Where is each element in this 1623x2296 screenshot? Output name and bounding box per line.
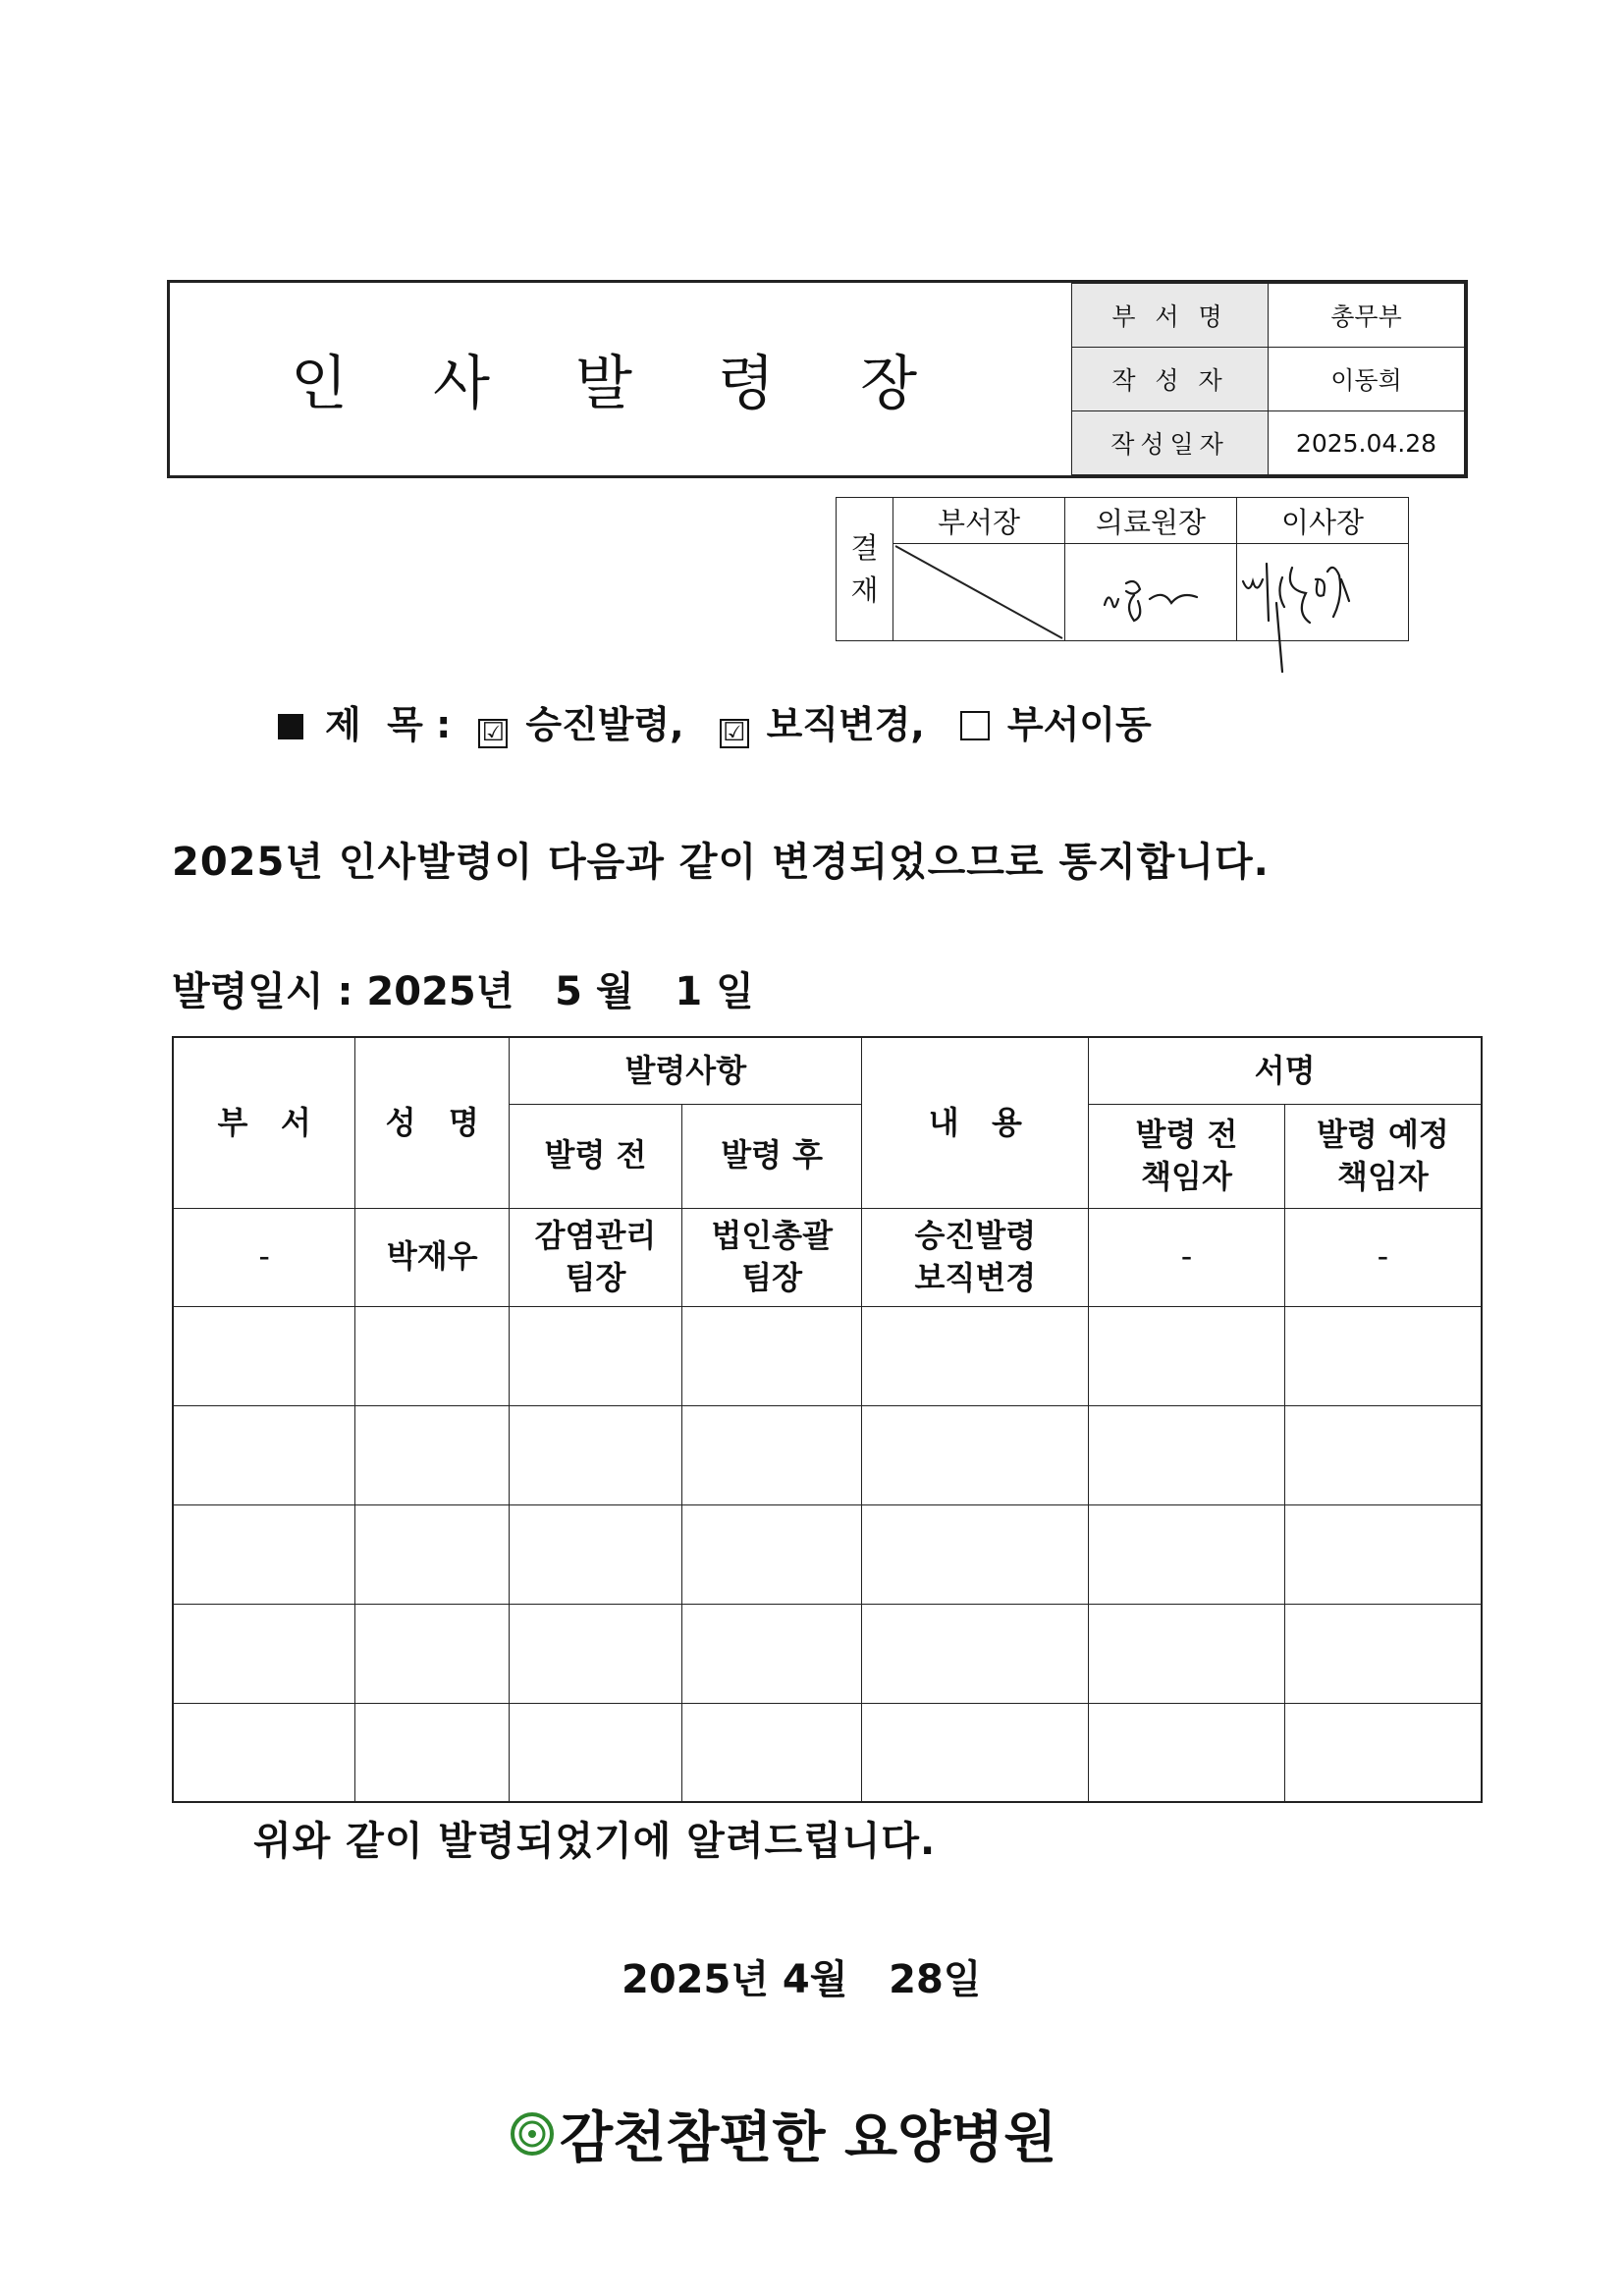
document-info-table xyxy=(1071,283,1465,475)
approval-role: 부서장 xyxy=(893,498,1065,544)
approval-role: 의료원장 xyxy=(1065,498,1237,544)
approval-slot-department-head xyxy=(893,544,1065,641)
header-appointment: 발령사항 xyxy=(510,1037,862,1104)
checkbox-checked-icon: ☑ xyxy=(478,719,508,748)
approval-slot-medical-director xyxy=(1065,544,1237,641)
table-row-empty xyxy=(173,1703,1482,1802)
table-row-empty xyxy=(173,1504,1482,1604)
info-value: 이동희 xyxy=(1269,348,1465,411)
header-signature: 서명 xyxy=(1089,1037,1482,1104)
black-square-icon xyxy=(278,714,303,739)
info-label: 작성일자 xyxy=(1072,411,1269,475)
header-content: 내 용 xyxy=(862,1037,1089,1208)
table-row-empty xyxy=(173,1306,1482,1405)
info-value: 2025.04.28 xyxy=(1269,411,1465,475)
subject-option-label: 부서이동 xyxy=(1006,703,1152,746)
closing-text: 위와 같이 발령되었기에 알려드립니다. xyxy=(253,1819,937,1864)
hospital-logo-icon xyxy=(511,2112,554,2156)
header-department: 부 서 xyxy=(173,1037,355,1208)
approval-side-label: 결 재 xyxy=(837,498,893,641)
header-after: 발령 후 xyxy=(681,1104,862,1208)
organization-name: 감천참편한 요양병원 xyxy=(560,2106,1057,2170)
approval-role: 이사장 xyxy=(1237,498,1409,544)
header-next-manager: 발령 예정 책임자 xyxy=(1284,1104,1482,1208)
info-label: 작 성 자 xyxy=(1072,348,1269,411)
subject-option-label: 승진발령, xyxy=(525,703,684,746)
table-row-empty xyxy=(173,1604,1482,1703)
cell-prev-manager: - xyxy=(1089,1208,1285,1306)
table-row xyxy=(173,1208,1482,1306)
cell-before: 감염관리 팀장 xyxy=(510,1208,682,1306)
checkbox-empty-icon xyxy=(960,711,990,740)
issue-date: 2025년 4월 28일 xyxy=(622,1957,982,2002)
notice-text: 2025년 인사발령이 다음과 같이 변경되었으므로 통지합니다. xyxy=(172,840,1270,885)
approval-table xyxy=(836,497,1409,641)
cell-name: 박재우 xyxy=(355,1208,510,1306)
header-name: 성 명 xyxy=(355,1037,510,1208)
info-value: 총무부 xyxy=(1269,284,1465,348)
info-label: 부 서 명 xyxy=(1072,284,1269,348)
cell-next-manager: - xyxy=(1284,1208,1482,1306)
cell-department: - xyxy=(173,1208,355,1306)
checkbox-checked-icon: ☑ xyxy=(720,719,749,748)
document-title: 인 사 발 령 장 xyxy=(290,350,951,418)
organization-name-block xyxy=(511,2095,1056,2173)
signature-medical-director xyxy=(1065,544,1236,640)
effective-date: 발령일시 : 2025년 5 월 1 일 xyxy=(172,969,754,1014)
subject-line xyxy=(278,694,1152,748)
document-header xyxy=(167,280,1468,478)
diagonal-strike xyxy=(893,544,1064,640)
approval-slot-chairman xyxy=(1237,544,1409,641)
header-prev-manager: 발령 전 책임자 xyxy=(1089,1104,1285,1208)
cell-after: 법인총괄 팀장 xyxy=(681,1208,862,1306)
cell-content: 승진발령 보직변경 xyxy=(862,1208,1089,1306)
appointment-table xyxy=(172,1036,1483,1803)
header-before: 발령 전 xyxy=(510,1104,682,1208)
subject-option-label: 보직변경, xyxy=(766,703,925,746)
signature-chairman xyxy=(1237,544,1408,640)
subject-label: 제 목 : xyxy=(325,703,452,746)
table-row-empty xyxy=(173,1405,1482,1504)
